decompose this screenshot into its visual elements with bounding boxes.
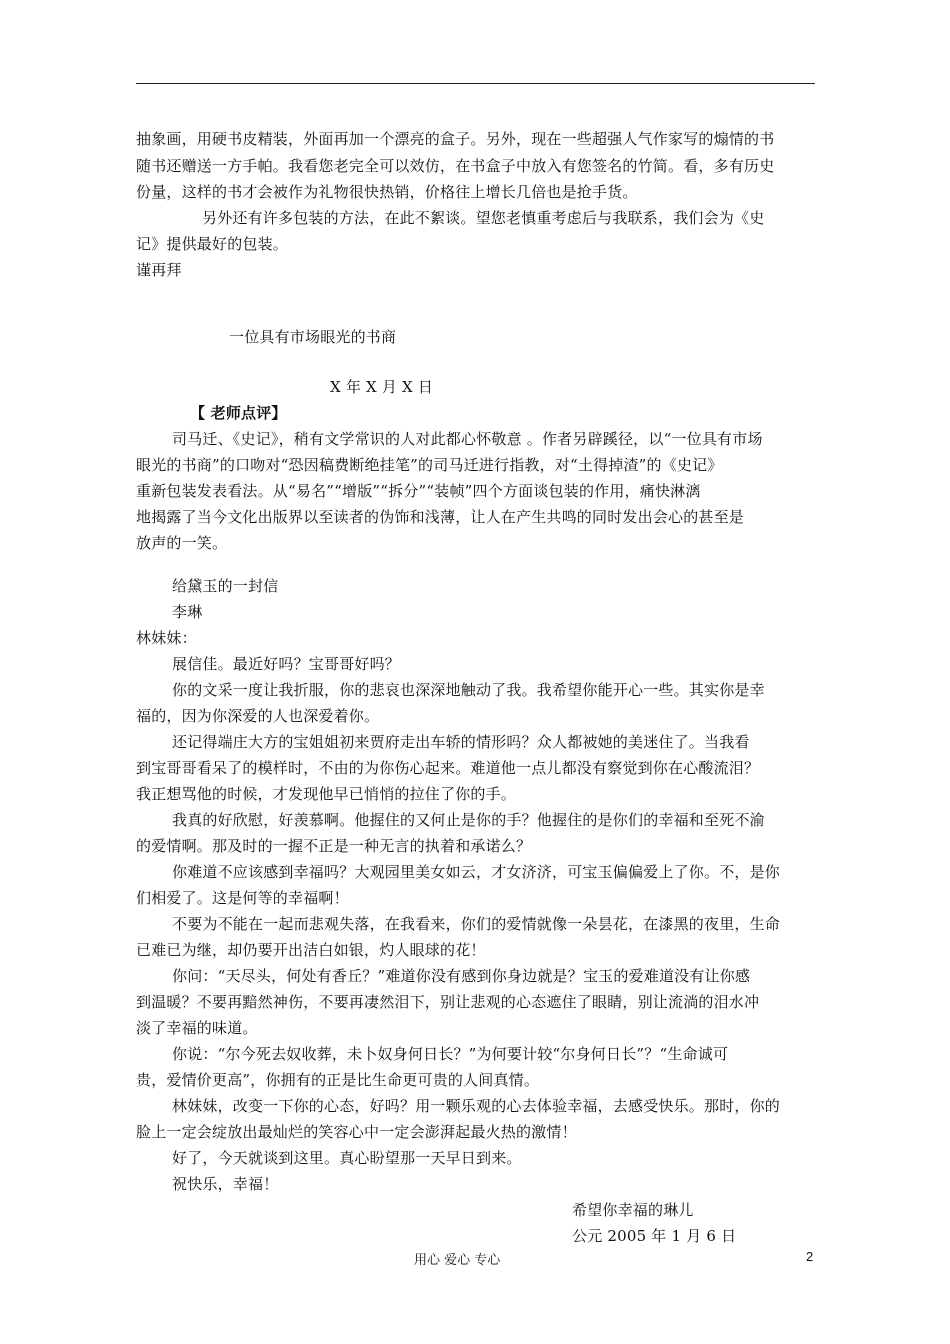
body-line: 随书还赠送一方手帕。我看您老完全可以效仿，在书盒子中放入有您签名的竹简。看，多有历史: [136, 157, 775, 175]
letter-line: 你说：“尔今死去奴收葬，未卜奴身何日长？”为何要计较“尔身何日长”？“生命诚可: [172, 1045, 729, 1063]
letter-line: 你难道不应该感到幸福吗？大观园里美女如云，才女济济，可宝玉偏偏爱上了你。不，是你: [172, 863, 781, 881]
review-line: 地揭露了当今文化出版界以至读者的伪饰和浅薄，让人在产生共鸣的同时发出会心的甚至是: [136, 508, 745, 526]
letter-line: 我真的好欣慰，好羡慕啊。他握住的又何止是你的手？他握住的是你们的幸福和至死不渝: [172, 811, 765, 829]
letter-line: 你问：“天尽头，何处有香丘？”难道你没有感到你身边就是？宝玉的爱难道没有让你感: [172, 967, 751, 985]
letter-line: 祝快乐，幸福！: [172, 1175, 279, 1193]
page-number: 2: [806, 1249, 814, 1264]
closing-name: 希望你幸福的琳儿: [572, 1201, 694, 1219]
date: X 年 X 月 X 日: [330, 378, 434, 396]
body-line: 抽象画，用硬书皮精装，外面再加一个漂亮的盒子。另外，现在一些超强人气作家写的煽情的书: [136, 130, 775, 148]
letter-line: 展信佳。最近好吗？宝哥哥好吗？: [172, 655, 401, 673]
letter-line: 贵，爱情价更高”，你拥有的正是比生命更可贵的人间真情。: [136, 1071, 540, 1089]
body-line: 记》提供最好的包装。: [136, 235, 289, 253]
page-footer: 用心 爱心 专心: [414, 1253, 501, 1268]
letter-line: 到温暖？不要再黯然神伤，不要再凄然泪下，别让悲观的心态遮住了眼睛，别让流淌的泪水冲: [136, 993, 760, 1011]
letter-title: 给黛玉的一封信: [172, 577, 279, 595]
letter-line: 脸上一定会绽放出最灿烂的笑容心中一定会澎湃起最火热的激情！: [136, 1123, 577, 1141]
letter-line: 好了，今天就谈到这里。真心盼望那一天早日到来。: [172, 1149, 522, 1167]
letter-line: 还记得端庄大方的宝姐姐初来贾府走出车轿的情形吗？众人都被她的美迷住了。当我看: [172, 733, 750, 751]
review-line: 重新包装发表看法。从“易名”“增版”“拆分”“装帧”四个方面谈包装的作用，痛快淋漓: [136, 482, 701, 500]
letter-line: 淡了幸福的味道。: [136, 1019, 258, 1037]
letter-line: 林妹妹，改变一下你的心态，好吗？用一颗乐观的心去体验幸福，去感受快乐。那时，你的: [172, 1097, 781, 1115]
review-heading: 【 老师点评】: [190, 404, 287, 422]
header-rule: [136, 83, 815, 84]
body-line: 份量，这样的书才会被作为礼物很快热销，价格往上增长几倍也是抢手货。: [136, 183, 638, 201]
signature: 一位具有市场眼光的书商: [229, 328, 397, 346]
closing-date: 公元 2005 年 1 月 6 日: [572, 1227, 737, 1245]
review-line: 放声的一笑。: [136, 534, 228, 552]
review-line: 眼光的书商”的口吻对“恐因稿费断绝挂笔”的司马迁进行指教，对“土得掉渣”的《史记》: [136, 456, 723, 474]
letter-author: 李琳: [172, 603, 203, 621]
letter-line: 不要为不能在一起而悲观失落，在我看来，你们的爱情就像一朵昙花，在漆黑的夜里，生命: [172, 915, 781, 933]
letter-line: 们相爱了。这是何等的幸福啊！: [136, 889, 349, 907]
letter-line: 已难已为继，却仍要开出洁白如银，灼人眼球的花！: [136, 941, 486, 959]
letter-line: 到宝哥哥看呆了的模样时，不由的为你伤心起来。难道他一点儿都没有察觉到你在心酸流泪？: [136, 759, 760, 777]
body-line: 另外还有许多包装的方法，在此不絮谈。望您老慎重考虑后与我联系，我们会为《史: [202, 209, 765, 227]
salutation: 林妹妹：: [136, 629, 197, 647]
letter-line: 你的文采一度让我折服，你的悲哀也深深地触动了我。我希望你能开心一些。其实你是幸: [172, 681, 765, 699]
letter-line: 的爱情啊。那及时的一握不正是一种无言的执着和承诺么？: [136, 837, 532, 855]
letter-line: 我正想骂他的时候，才发现他早已悄悄的拉住了你的手。: [136, 785, 517, 803]
letter-line: 福的，因为你深爱的人也深爱着你。: [136, 707, 380, 725]
body-line: 谨再拜: [136, 261, 182, 279]
review-line: 司马迁、《史记》，稍有文学常识的人对此都心怀敬意 。作者另辟蹊径，以“一位具有市场: [172, 430, 763, 448]
